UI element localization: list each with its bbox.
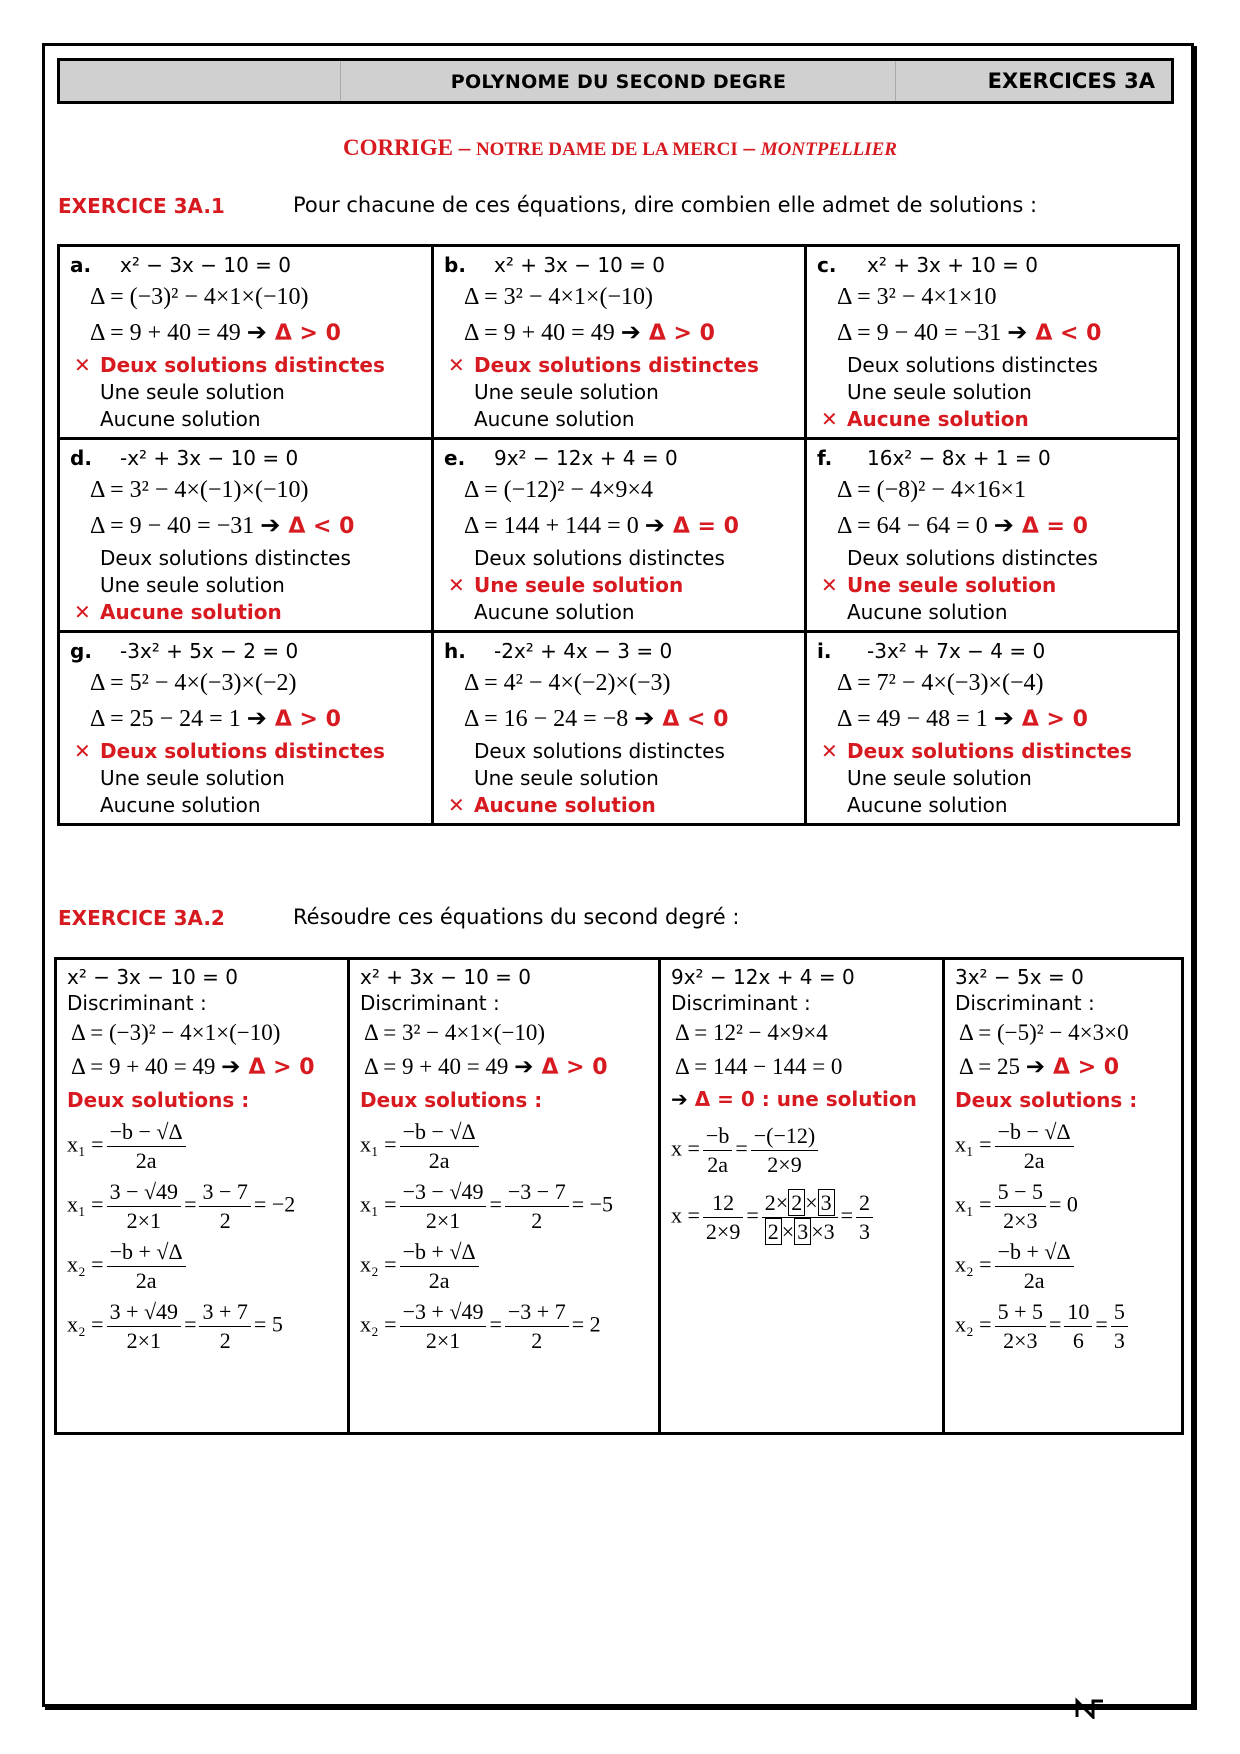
delta-formula: Δ = 3² − 4×1×(−10) [464, 284, 653, 310]
delta-formula: Δ = (−5)² − 4×3×0 [959, 1020, 1129, 1045]
delta-formula: Δ = (−3)² − 4×1×(−10) [71, 1020, 281, 1045]
x1-value: x₁ = $\frac{-3 - √49}{2\times 1}$ = $\frac{-3 - 7}{2}$ = −5 [360, 1179, 614, 1233]
discriminant-label: Discriminant : [955, 991, 1095, 1015]
discriminant-label: Discriminant : [67, 991, 207, 1015]
check-mark-icon: ✕ [821, 573, 838, 597]
delta-formula: Δ = 7² − 4×(−3)×(−4) [837, 670, 1044, 696]
corrige-word: CORRIGE [343, 135, 453, 160]
equation-line [444, 637, 794, 665]
delta-sign: Δ > 0 [274, 707, 341, 732]
numerator: −b [703, 1122, 732, 1151]
check-mark-icon: ✕ [448, 793, 465, 817]
cancelled-factor: 2 [788, 1189, 805, 1216]
numerator: −b − √Δ [107, 1118, 186, 1147]
answer-option [817, 599, 1167, 626]
answer-option [817, 765, 1167, 792]
option-label: Deux solutions distinctes [847, 739, 1132, 763]
delta-value [67, 1050, 337, 1085]
equation: -x² + 3x − 10 = 0 [120, 446, 299, 470]
denominator: 2 [531, 1208, 543, 1233]
numerator: 5 + 5 [995, 1298, 1046, 1327]
answer-option [444, 572, 794, 599]
corrige-dash: – [452, 135, 476, 160]
factor: ×3 [811, 1219, 835, 1244]
denominator: 2a [135, 1268, 157, 1293]
delta-sign: Δ < 0 [662, 707, 729, 732]
option-label: Aucune solution [100, 407, 261, 431]
page-corner-mark [1075, 1697, 1105, 1719]
equation-line [817, 251, 1167, 279]
numerator: 5 [1111, 1298, 1128, 1327]
denominator: 2a [428, 1268, 450, 1293]
option-label: Une seule solution [100, 380, 285, 404]
delta-calc: Δ = 9 − 40 = −31 ➔ [90, 513, 281, 539]
x-formula: x = $\frac{-b}{2a}$ = $\frac{-(-12)}{2\times 9}$ [671, 1122, 932, 1179]
denominator: 6 [1072, 1328, 1084, 1353]
answer-option [817, 545, 1167, 572]
equation-line [444, 444, 794, 472]
corrige-dash: – [737, 135, 761, 160]
option-label: Une seule solution [847, 380, 1032, 404]
delta-formula: Δ = (−12)² − 4×9×4 [464, 477, 653, 503]
fraction [1111, 1298, 1128, 1355]
exercise-2-label: EXERCICE 3A.2 [58, 906, 225, 930]
equation: -3x² + 5x − 2 = 0 [120, 639, 299, 663]
x2-value: x₂ = $\frac{-3 + √49}{2\times 1}$ = $\frac{-3 + 7}{2}$ = 2 [360, 1299, 601, 1353]
item-letter: d. [70, 446, 92, 470]
x1-formula [67, 1118, 337, 1175]
delta-value [360, 1050, 648, 1085]
x1-result: = −5 [571, 1191, 614, 1217]
item-letter: c. [817, 253, 837, 277]
option-label: Une seule solution [847, 573, 1057, 597]
fraction [995, 1298, 1046, 1355]
delta-value [444, 701, 794, 738]
numerator: −3 + 7 [505, 1298, 569, 1327]
fraction [107, 1298, 181, 1355]
answer-option [817, 406, 1167, 433]
delta-value [444, 315, 794, 352]
equation: 16x² − 8x + 1 = 0 [867, 446, 1051, 470]
x2-value: x₂ = $\frac{5 + 5}{2\times 3}$ = $\frac{10}{6}$ = $\frac{5}{3}$ [955, 1298, 1171, 1355]
delta-value [955, 1050, 1171, 1085]
answer-option [444, 792, 794, 819]
frame-shadow-right [1194, 46, 1197, 1710]
delta-value [817, 315, 1167, 352]
option-label: Deux solutions distinctes [847, 546, 1098, 570]
fraction [762, 1189, 838, 1246]
check-mark-icon: ✕ [448, 353, 465, 377]
answer-option [444, 765, 794, 792]
solution-col-1 [56, 959, 349, 1434]
exercise-2-instruction: Résoudre ces équations du second degré : [293, 905, 740, 929]
fraction [505, 1178, 569, 1235]
x2-formula [955, 1238, 1171, 1295]
check-mark-icon: ✕ [821, 739, 838, 763]
delta-calc: Δ = 16 − 24 = −8 ➔ [464, 706, 655, 732]
delta-value: Δ = 144 − 144 = 0 [675, 1054, 843, 1079]
fraction [505, 1298, 569, 1355]
item-letter: h. [444, 639, 466, 663]
x1-label: x₁ = [955, 1191, 992, 1217]
check-mark-icon: ✕ [74, 600, 91, 624]
denominator: 2 [531, 1328, 543, 1353]
numerator: 12 [703, 1189, 743, 1218]
fraction [1064, 1298, 1092, 1355]
check-mark-icon: ✕ [448, 573, 465, 597]
exercise-cell [433, 439, 806, 632]
x1-result: = 0 [1049, 1191, 1078, 1217]
numerator: 3 − √49 [107, 1178, 181, 1207]
x1-result: = −2 [253, 1191, 296, 1217]
delta-formula: Δ = (−8)² − 4×16×1 [837, 477, 1026, 503]
discriminant-label: Discriminant : [360, 991, 500, 1015]
option-label: Aucune solution [474, 600, 635, 624]
numerator [762, 1189, 838, 1218]
check-mark-icon: ✕ [74, 353, 91, 377]
x-label: x = [671, 1202, 700, 1228]
numerator: −b − √Δ [400, 1118, 479, 1147]
frame-shadow-bottom [45, 1707, 1197, 1710]
denominator: 2a [428, 1148, 450, 1173]
option-label: Aucune solution [474, 793, 656, 817]
delta-sign: Δ = 0 [1021, 514, 1088, 539]
equation-line [817, 444, 1167, 472]
x2-label: x₂ = [955, 1251, 992, 1277]
delta-calc: Δ = 9 + 40 = 49 ➔ [90, 320, 267, 346]
fraction [400, 1238, 479, 1295]
fraction [995, 1178, 1046, 1235]
delta-sign: Δ > 0 [248, 1055, 315, 1080]
denominator: 2×1 [425, 1328, 461, 1353]
option-label: Une seule solution [847, 766, 1032, 790]
numerator: −b + √Δ [400, 1238, 479, 1267]
denominator: 2a [707, 1152, 729, 1177]
delta-sign: Δ = 0 : une solution [694, 1087, 917, 1111]
solution-col-2 [349, 959, 660, 1434]
fraction [995, 1238, 1074, 1295]
denominator: 2×9 [705, 1219, 741, 1244]
delta-calc: Δ = 144 + 144 = 0 ➔ [464, 513, 665, 539]
numerator: 10 [1064, 1298, 1092, 1327]
answer-option [70, 379, 421, 406]
option-label: Deux solutions distinctes [100, 546, 351, 570]
denominator: 2 [219, 1208, 231, 1233]
exercise-1-instruction: Pour chacune de ces équations, dire combien elle admet de solutions : [293, 193, 1038, 217]
denominator: 3 [1113, 1328, 1125, 1353]
x1-formula [955, 1118, 1171, 1175]
exercise-2-table [54, 957, 1184, 1435]
equation: x² + 3x − 10 = 0 [360, 965, 532, 989]
corrige-line [0, 135, 1240, 161]
answer-option [817, 352, 1167, 379]
denominator: 2 [219, 1328, 231, 1353]
delta-value [444, 508, 794, 545]
fraction [400, 1298, 487, 1355]
corner-line [1077, 1701, 1103, 1717]
delta-value [817, 701, 1167, 738]
delta-sign: Δ = 0 [672, 514, 739, 539]
answer-option [444, 379, 794, 406]
fraction [107, 1178, 181, 1235]
numerator: −3 − 7 [505, 1178, 569, 1207]
corrige-city: MONTPELLIER [760, 139, 897, 160]
fraction [107, 1118, 186, 1175]
numerator: −3 − √49 [400, 1178, 487, 1207]
delta-calc: Δ = 9 − 40 = −31 ➔ [837, 320, 1028, 346]
x1-label: x₁ = [360, 1191, 397, 1217]
cancelled-factor: 2 [765, 1218, 782, 1245]
page-header [57, 58, 1174, 104]
denominator: 2×1 [126, 1208, 162, 1233]
times: × [805, 1190, 818, 1215]
equation: -2x² + 4x − 3 = 0 [494, 639, 673, 663]
answer-option [70, 792, 421, 819]
factor: 2× [764, 1190, 789, 1215]
x2-label: x₂ = [360, 1251, 397, 1277]
x2-label: x₂ = [955, 1311, 992, 1337]
x1-value [955, 1178, 1171, 1235]
numerator: −3 + √49 [400, 1298, 487, 1327]
answer-option [444, 599, 794, 626]
option-label: Une seule solution [100, 766, 285, 790]
numerator: 2 [856, 1189, 873, 1218]
fraction [400, 1118, 479, 1175]
fraction [703, 1189, 743, 1246]
option-label: Une seule solution [474, 766, 659, 790]
x2-formula [67, 1238, 337, 1295]
option-label: Aucune solution [100, 793, 261, 817]
x2-label: x₂ = [67, 1251, 104, 1277]
fraction [199, 1178, 250, 1235]
delta-formula: Δ = (−3)² − 4×1×(−10) [90, 284, 309, 310]
fraction [856, 1189, 873, 1246]
fraction [995, 1118, 1074, 1175]
x1-label: x₁ = [67, 1131, 104, 1157]
option-label: Une seule solution [100, 573, 285, 597]
answer-option [817, 572, 1167, 599]
delta-value [70, 701, 421, 738]
answer-option [817, 792, 1167, 819]
equation: x² + 3x + 10 = 0 [867, 253, 1039, 277]
cancelled-factor: 3 [818, 1189, 835, 1216]
denominator: 2×9 [767, 1152, 802, 1177]
delta-value [817, 508, 1167, 545]
answer-option [817, 738, 1167, 765]
header-exercise: EXERCICES 3A [987, 69, 1155, 93]
x2-label: x₂ = [360, 1311, 397, 1337]
option-label: Deux solutions distinctes [474, 546, 725, 570]
x-simplification: x = $\frac{12}{2\times 9}$ = $\frac{2\times 2 \times 3}{2 \times 3 \times 3}$ = $\frac{2}{3}$ [671, 1189, 932, 1246]
option-label: Aucune solution [474, 407, 635, 431]
denominator: 2a [1023, 1148, 1045, 1173]
numerator: 5 − 5 [995, 1178, 1046, 1207]
denominator [762, 1218, 838, 1246]
option-label: Deux solutions distinctes [847, 353, 1098, 377]
answer-option [817, 379, 1167, 406]
x1-label: x₁ = [955, 1131, 992, 1157]
delta-value [70, 315, 421, 352]
exercise-cell [59, 246, 433, 439]
option-label: Aucune solution [847, 793, 1008, 817]
x1-label: x₁ = [360, 1131, 397, 1157]
answer-option [444, 545, 794, 572]
option-label: Deux solutions distinctes [100, 739, 385, 763]
delta-sign: Δ > 0 [541, 1055, 608, 1080]
item-letter: g. [70, 639, 92, 663]
fraction [751, 1122, 818, 1179]
delta-formula: Δ = 3² − 4×(−1)×(−10) [90, 477, 309, 503]
fraction [703, 1122, 732, 1179]
exercise-cell [433, 246, 806, 439]
x1-value: x₁ = $\frac{3 - √49}{2\times 1}$ = $\frac{3 - 7}{2}$ = −2 [67, 1179, 296, 1233]
answer-option [70, 599, 421, 626]
conclusion: Deux solutions : [360, 1088, 543, 1112]
fraction [199, 1298, 250, 1355]
discriminant-label: Discriminant : [671, 991, 811, 1015]
delta-calc: Δ = 9 + 40 = 49 ➔ [464, 320, 641, 346]
numerator: −b + √Δ [107, 1238, 186, 1267]
x2-value: x₂ = $\frac{3 + √49}{2\times 1}$ = $\frac{3 + 7}{2}$ = 5 [67, 1299, 283, 1353]
answer-option [70, 765, 421, 792]
delta-formula: Δ = 5² − 4×(−3)×(−2) [90, 670, 297, 696]
solution-col-3 [660, 959, 944, 1434]
conclusion [671, 1084, 932, 1114]
equation-line [444, 251, 794, 279]
times: × [781, 1219, 795, 1244]
delta-value [70, 508, 421, 545]
exercise-1-label: EXERCICE 3A.1 [58, 194, 225, 218]
denominator: 2×1 [425, 1208, 461, 1233]
exercise-cell [59, 439, 433, 632]
arrow-icon: ➔ [671, 1087, 688, 1111]
answer-option [70, 406, 421, 433]
delta-formula: Δ = 12² − 4×9×4 [675, 1020, 828, 1045]
delta-sign: Δ < 0 [288, 514, 355, 539]
equation-line [817, 637, 1167, 665]
x2-label: x₂ = [67, 1311, 104, 1337]
exercise-cell [806, 439, 1179, 632]
fraction [400, 1178, 487, 1235]
option-label: Deux solutions distinctes [474, 353, 759, 377]
option-label: Une seule solution [474, 380, 659, 404]
answer-option [70, 738, 421, 765]
check-mark-icon: ✕ [74, 739, 91, 763]
delta-calc: Δ = 49 − 48 = 1 ➔ [837, 706, 1014, 732]
exercise-cell [59, 632, 433, 825]
delta-sign: Δ > 0 [1053, 1055, 1120, 1080]
answer-option [444, 738, 794, 765]
numerator: 3 + √49 [107, 1298, 181, 1327]
numerator: −b + √Δ [995, 1238, 1074, 1267]
answer-option [70, 572, 421, 599]
header-title: POLYNOME DU SECOND DEGRE [450, 71, 787, 93]
denominator: 2a [1023, 1268, 1045, 1293]
equation-line [70, 637, 421, 665]
answer-option [444, 352, 794, 379]
option-label: Une seule solution [474, 573, 684, 597]
equation: 9x² − 12x + 4 = 0 [671, 965, 855, 989]
exercise-cell [806, 246, 1179, 439]
check-mark-icon: ✕ [821, 407, 838, 431]
corrige-school: NOTRE DAME DE LA MERCI [475, 139, 738, 160]
delta-calc: Δ = 9 + 40 = 49 ➔ [364, 1054, 534, 1079]
delta-calc: Δ = 25 − 24 = 1 ➔ [90, 706, 267, 732]
x2-formula [360, 1238, 648, 1295]
exercise-cell [433, 632, 806, 825]
delta-calc: Δ = 9 + 40 = 49 ➔ [71, 1054, 241, 1079]
numerator: 3 − 7 [199, 1178, 250, 1207]
item-letter: b. [444, 253, 466, 277]
delta-sign: Δ < 0 [1035, 321, 1102, 346]
option-label: Aucune solution [847, 407, 1029, 431]
x-label: x = [671, 1135, 700, 1161]
equation: x² − 3x − 10 = 0 [120, 253, 292, 277]
conclusion: Deux solutions : [67, 1088, 250, 1112]
denominator: 2×1 [126, 1328, 162, 1353]
option-label: Deux solutions distinctes [100, 353, 385, 377]
equation: x² − 3x − 10 = 0 [67, 965, 239, 989]
option-label: Aucune solution [100, 600, 282, 624]
equation: -3x² + 7x − 4 = 0 [867, 639, 1046, 663]
delta-formula: Δ = 3² − 4×1×10 [837, 284, 997, 310]
answer-option [70, 545, 421, 572]
cancelled-factor: 3 [794, 1218, 811, 1245]
answer-option [444, 406, 794, 433]
fraction [107, 1238, 186, 1295]
answer-option [70, 352, 421, 379]
delta-sign: Δ > 0 [1021, 707, 1088, 732]
denominator: 3 [859, 1219, 871, 1244]
delta-sign: Δ > 0 [274, 321, 341, 346]
delta-formula: Δ = 3² − 4×1×(−10) [364, 1020, 546, 1045]
numerator: −b − √Δ [995, 1118, 1074, 1147]
x2-result: = 2 [571, 1311, 601, 1337]
denominator: 2×3 [1003, 1208, 1038, 1233]
equation-line [70, 251, 421, 279]
x1-formula [360, 1118, 648, 1175]
equation: x² + 3x − 10 = 0 [494, 253, 666, 277]
delta-calc: Δ = 25 ➔ [959, 1054, 1046, 1079]
solution-col-4 [944, 959, 1183, 1434]
item-letter: i. [817, 639, 832, 663]
equation-line [70, 444, 421, 472]
delta-sign: Δ > 0 [648, 321, 715, 346]
option-label: Deux solutions distinctes [474, 739, 725, 763]
exercise-cell [806, 632, 1179, 825]
option-label: Aucune solution [847, 600, 1008, 624]
denominator: 2×3 [1003, 1328, 1038, 1353]
item-letter: f. [817, 446, 833, 470]
numerator: 3 + 7 [199, 1298, 250, 1327]
delta-calc: Δ = 64 − 64 = 0 ➔ [837, 513, 1014, 539]
exercise-1-table [57, 244, 1180, 826]
equation: 3x² − 5x = 0 [955, 965, 1084, 989]
numerator: −(−12) [751, 1122, 818, 1151]
equation: 9x² − 12x + 4 = 0 [494, 446, 678, 470]
x1-label: x₁ = [67, 1191, 104, 1217]
delta-formula: Δ = 4² − 4×(−2)×(−3) [464, 670, 671, 696]
x2-result: = 5 [253, 1311, 283, 1337]
item-letter: a. [70, 253, 92, 277]
conclusion: Deux solutions : [955, 1088, 1138, 1112]
denominator: 2a [135, 1148, 157, 1173]
item-letter: e. [444, 446, 466, 470]
